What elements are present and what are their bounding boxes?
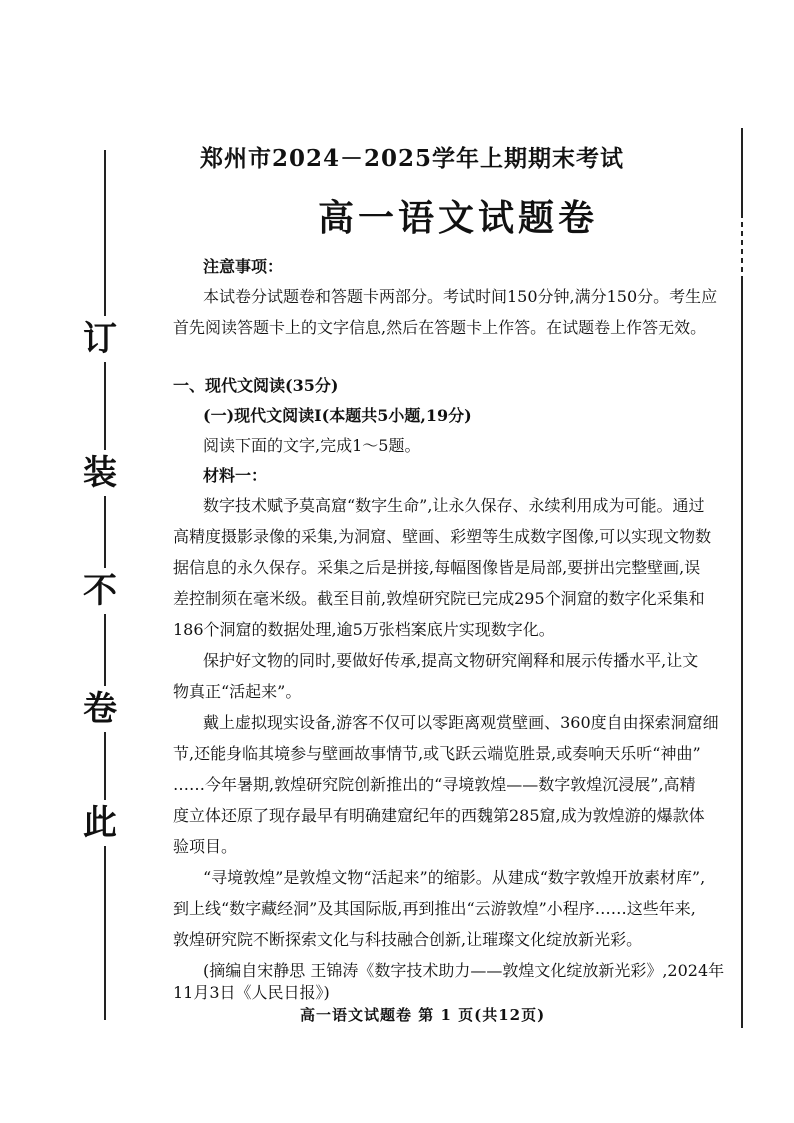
binding-char-bu: 不 [70,568,130,614]
paper-title: 高一语文试题卷 [318,198,599,239]
paragraph-line: ……今年暑期,敦煌研究院创新推出的“寻境敦煌——数字敦煌沉浸展”,高精 [173,775,696,794]
section-instruction: 阅读下面的文字,完成1～5题。 [203,436,421,455]
paragraph-line: 验项目。 [173,837,238,856]
paragraph-line: “寻境敦煌”是敦煌文物“活起来”的缩影。从建成“数字敦煌开放素材库”, [203,868,706,887]
notice-line: 首先阅读答题卡上的文字信息,然后在答题卡上作答。在试题卷上作答无效。 [173,318,707,337]
section-subtitle: (一)现代文阅读Ⅰ(本题共5小题,19分) [203,406,472,425]
paragraph-line: 数字技术赋予莫高窟“数字生命”,让永久保存、永续利用成为可能。通过 [203,496,705,515]
binding-char-juan: 卷 [70,686,130,732]
right-edge-dots [738,218,746,278]
binding-char-ci: 此 [70,800,130,846]
paragraph-line: 保护好文物的同时,要做好传承,提高文物研究阐释和展示传播水平,让文 [203,651,699,670]
paragraph-line: 物真正“活起来”。 [173,682,302,701]
paragraph-line: 敦煌研究院不断探索文化与科技融合创新,让璀璨文化绽放新光彩。 [173,930,643,949]
paragraph-line: 度立体还原了现存最早有明确建窟纪年的西魏第285窟,成为敦煌游的爆款体 [173,806,705,825]
paragraph-line: 据信息的永久保存。采集之后是拼接,每幅图像皆是局部,要拼出完整壁画,误 [173,558,701,577]
paragraph-line: 到上线“数字藏经洞”及其国际版,再到推出“云游敦煌”小程序……这些年来, [173,899,696,918]
material-label: 材料一： [203,466,268,485]
paragraph-line: 高精度摄影录像的采集,为洞窟、壁画、彩塑等生成数字图像,可以实现文物数 [173,527,712,546]
section-title: 一、现代文阅读(35分) [173,376,339,395]
exam-title: 郑州市2024－2025学年上期期末考试 [200,145,625,172]
page-footer: 高一语文试题卷 第 1 页(共12页) [300,1006,546,1024]
binding-char-ding: 订 [70,316,130,362]
binding-char-zhuang: 装 [70,450,130,496]
paragraph-line: 戴上虚拟现实设备,游客不仅可以零距离观赏壁画、360度自由探索洞窟细 [203,713,719,732]
notice-heading: 注意事项： [203,257,284,276]
paragraph-line: 节,还能身临其境参与壁画故事情节,或飞跃云端览胜景,或奏响天乐听“神曲” [173,744,701,763]
paragraph-line: 186个洞窟的数据处理,逾5万张档案底片实现数字化。 [173,620,555,639]
citation-line: 11月3日《人民日报》) [173,983,330,1002]
notice-line: 本试卷分试题卷和答题卡两部分。考试时间150分钟,满分150分。考生应 [203,287,718,306]
citation-line: (摘编自宋静思 王锦涛《数字技术助力——敦煌文化绽放新光彩》,2024年 [203,961,725,980]
paragraph-line: 差控制须在毫米级。截至目前,敦煌研究院已完成295个洞窟的数字化采集和 [173,589,705,608]
